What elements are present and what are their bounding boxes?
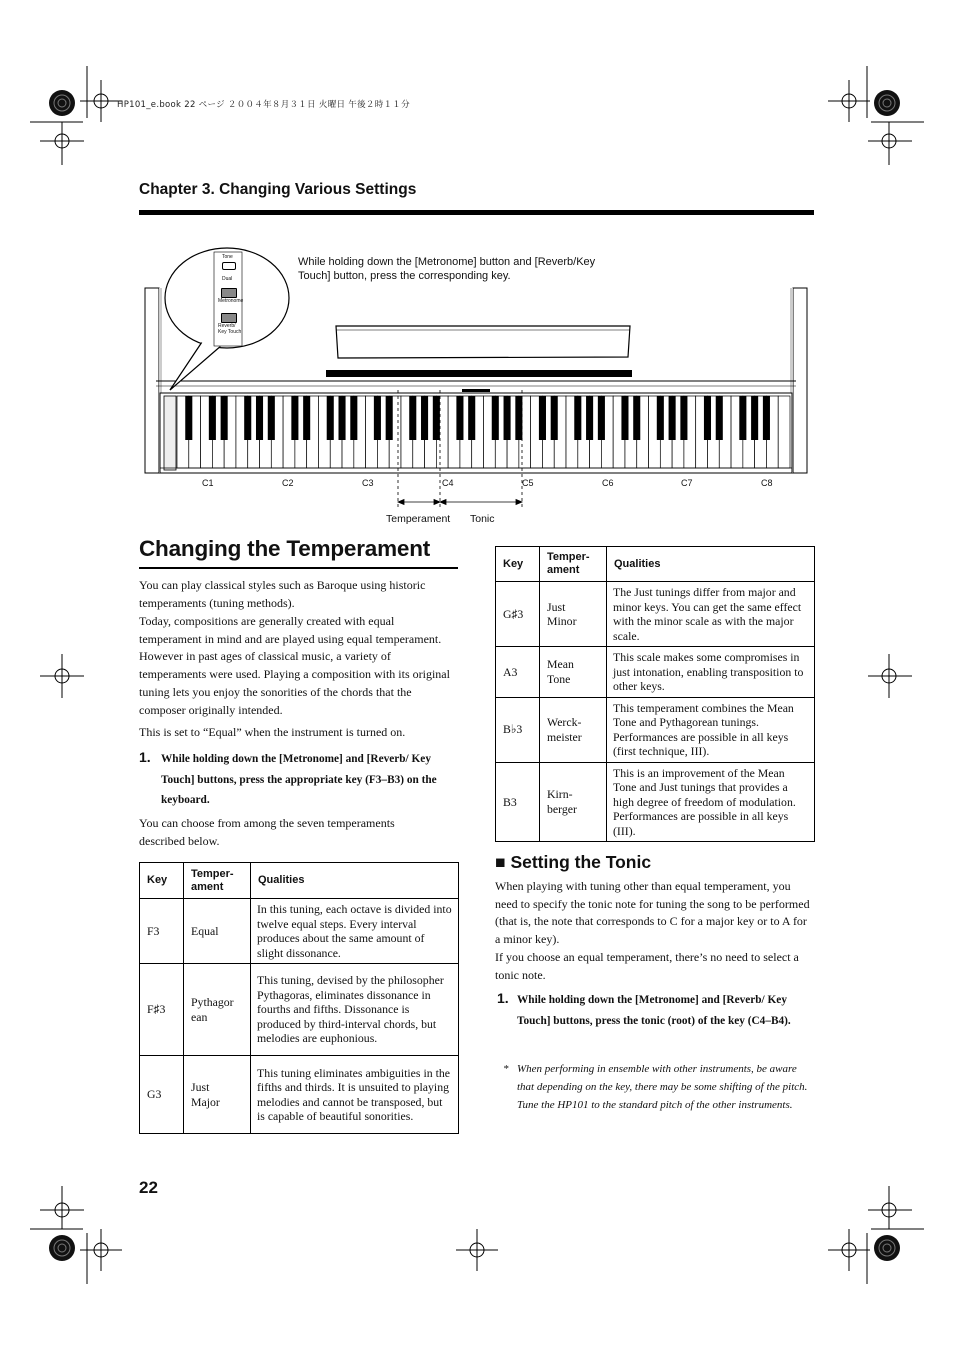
key-label-c4: C4 [442,478,454,488]
col-header-temperament: Temper- ament [540,547,607,582]
table-row [140,899,459,964]
qualities-cell: In this tuning, each octave is divided into twelve equal steps. Every interval produces about the same amount of slight dissonance. [251,899,459,964]
choose-paragraph: You can choose from among the seven temperaments described below. [139,816,395,848]
temperament-cell: Equal [184,899,251,964]
step-number: 1. [139,749,151,765]
diagram-callout: While holding down the [Metronome] button and [Reverb/Key Touch] button, press the corresponding key. [298,256,596,282]
ensemble-note: When performing in ensemble with other instruments, be aware that depending on the key, there may be some shifting of the pitch. Tune the HP101 to the standard pitch of the other instruments. [517,1063,808,1111]
black-key [350,396,357,440]
temperament-table-right [495,546,815,842]
key-cell: A3 [496,647,540,698]
key-cell: F♯3 [140,964,184,1056]
temperament-cell: Just Minor [540,582,607,647]
qualities-cell: This tuning eliminates ambiguities in the fifths and thirds. It is unsuited to playing melodies and cannot be transposed, but is capable of beautiful sonorities. [251,1056,459,1134]
black-key [633,396,640,440]
black-key [339,396,346,440]
black-key [209,396,216,440]
tone-button-icon [222,262,236,270]
qualities-cell: The Just tunings differ from major and minor keys. You can get the same effect with the minor scale as with the major scale. [607,582,815,647]
key-label-c7: C7 [681,478,693,488]
note-asterisk: * [503,1063,509,1075]
tonic-paragraph: When playing with tuning other than equal temperament, you need to specify the tonic note for tuning the song to be performed (that is, the note that corresponds to C for a major key or to A for a minor key). [495,879,810,947]
black-key [763,396,770,440]
panel-label-metronome: Metronome [218,298,244,304]
black-key [468,396,475,440]
history-paragraph: Today, compositions are generally created with equal temperament in mind and are played using equal temperament. However in past ages of classical music, a variety of temperaments were used. Playing a composition with its original tuning lets you enjoy the sonorities of the chords that the composer originally intended. [139,614,450,717]
key-cell: G♯3 [496,582,540,647]
metronome-button-icon [221,288,237,298]
qualities-cell: This is an improvement of the Mean Tone and Just tunings that provides a high degree of freedom of modulation. Performances are possible in all keys (III). [607,762,815,842]
file-meta: HP101_e.book 22 ページ ２００４年８月３１日 火曜日 午後２時１１分 [117,100,410,110]
black-key [421,396,428,440]
table-row [140,964,459,1056]
white-key [778,396,790,468]
black-key [551,396,558,440]
black-key [327,396,334,440]
black-key [515,396,522,440]
col-header-temperament: Temper- ament [184,863,251,899]
key-cell: B♭3 [496,697,540,762]
qualities-cell: This temperament combines the Mean Tone and Pythagorean tunings. Performances are possible in all keys (first technique, III). [607,697,815,762]
black-key [751,396,758,440]
default-note: This is set to “Equal” when the instrument is turned on. [139,725,406,739]
temperament-cell: Just Major [184,1056,251,1134]
table-row [496,647,815,698]
temperament-cell: Pythagor ean [184,964,251,1056]
step-number: 1. [497,990,509,1006]
key-label-c3: C3 [362,478,374,488]
qualities-cell: This tuning, devised by the philosopher Pythagoras, eliminates dissonance in fourths and fifths. Dissonance is produced by third-interval chords, but melodies are euphonious. [251,964,459,1056]
temperament-cell: Mean Tone [540,647,607,698]
temperament-range-label: Temperament [386,513,451,525]
black-key [303,396,310,440]
piano-illustration [140,240,820,530]
tonic-range-label: Tonic [470,513,495,525]
section-title: Changing the Temperament [139,536,431,561]
black-key [680,396,687,440]
black-key [433,396,440,440]
black-key [256,396,263,440]
key-label-c1: C1 [202,478,214,488]
black-key [574,396,581,440]
black-key [621,396,628,440]
key-label-c6: C6 [602,478,614,488]
black-key [598,396,605,440]
black-key [739,396,746,440]
col-header-key: Key [140,863,184,899]
black-key [374,396,381,440]
table-row [496,582,815,647]
key-label-c8: C8 [761,478,773,488]
key-cell: B3 [496,762,540,842]
table-row [496,697,815,762]
col-header-key: Key [496,547,540,582]
temperament-cell: Werck- meister [540,697,607,762]
chapter-title: Chapter 3. Changing Various Settings [139,181,417,198]
black-key [386,396,393,440]
black-key [221,396,228,440]
black-key [409,396,416,440]
black-key [586,396,593,440]
qualities-cell: This scale makes some compromises in just intonation, enabling transposition to other keys. [607,647,815,698]
black-key [704,396,711,440]
black-key [456,396,463,440]
key-label-c5: C5 [522,478,534,488]
square-bullet-icon: ■ [495,852,506,872]
black-key [669,396,676,440]
black-key [185,396,192,440]
black-key [492,396,499,440]
black-key [291,396,298,440]
col-header-qualities: Qualities [251,863,459,899]
page-number: 22 [139,1178,158,1197]
panel-label-reverb: Reverb/ Key Touch [218,323,242,335]
black-key [716,396,723,440]
subsection-title-text: Setting the Tonic [510,852,652,872]
subsection-title [495,852,651,873]
black-key [657,396,664,440]
key-cell: F3 [140,899,184,964]
key-cell: G3 [140,1056,184,1134]
table-row [496,762,815,842]
step-instruction: While holding down the [Metronome] and [Reverb/ Key Touch] buttons, press the appropriate key (F3–B3) on the keyboard. [161,753,437,806]
black-key [244,396,251,440]
chapter-rule [139,210,814,215]
step-instruction: While holding down the [Metronome] and [Reverb/ Key Touch] buttons, press the tonic (root) of the key (C4–B4). [517,994,791,1027]
temperament-cell: Kirn- berger [540,762,607,842]
black-key [268,396,275,440]
equal-note-paragraph: If you choose an equal temperament, there’s no need to select a tonic note. [495,950,799,982]
table-row [140,1056,459,1134]
panel-label-tone: Tone [222,254,233,260]
temperament-table-left [139,862,459,1134]
col-header-qualities: Qualities [607,547,815,582]
intro-paragraph: You can play classical styles such as Baroque using historic temperaments (tuning methods). [139,578,426,610]
reverb-button-icon [221,313,237,323]
black-key [504,396,511,440]
black-key [539,396,546,440]
panel-label-dual: Dual [222,276,233,282]
title-rule [139,567,458,569]
key-label-c2: C2 [282,478,294,488]
